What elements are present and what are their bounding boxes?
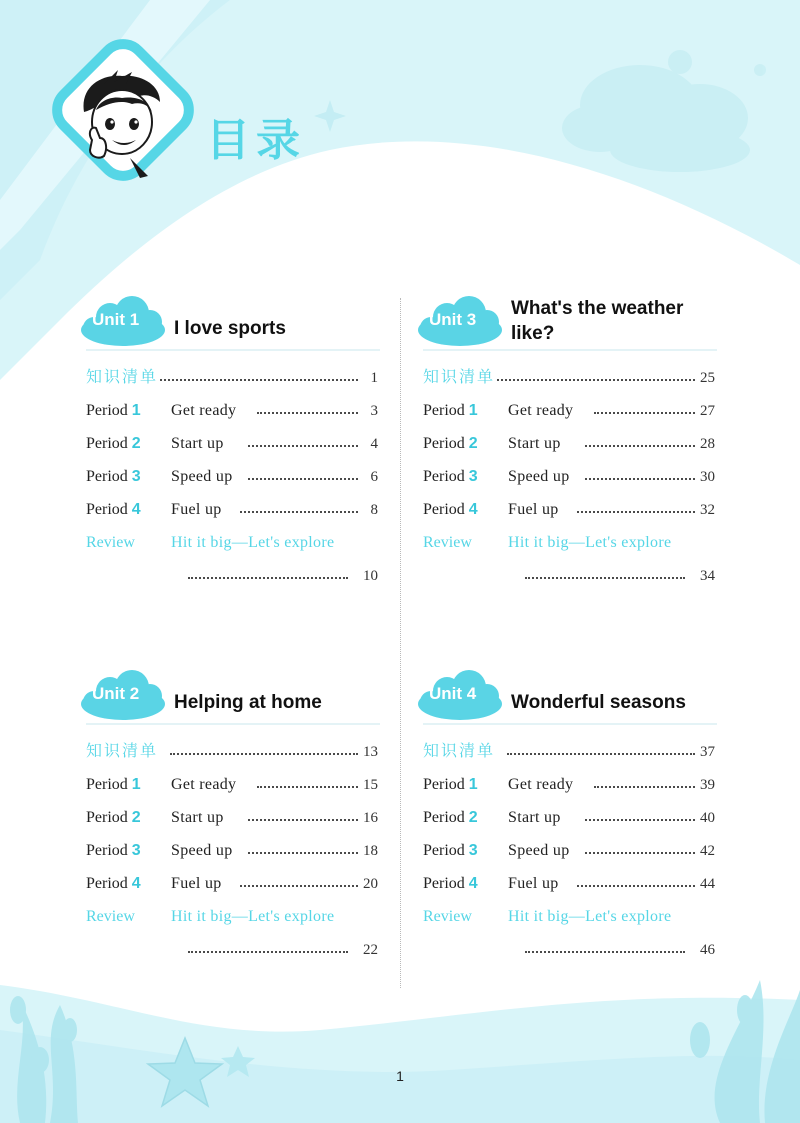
dot-leader	[240, 885, 358, 887]
page-ref: 10	[363, 568, 378, 584]
unit-title	[174, 690, 322, 715]
unit-title	[511, 690, 686, 715]
toc-row-period[interactable]	[86, 402, 378, 435]
toc-row-knowledge[interactable]	[423, 743, 715, 776]
knowledge-label: 知识清单	[86, 369, 159, 386]
review-label: Review	[423, 908, 472, 925]
page-ref: 25	[700, 370, 715, 386]
period-word: Period	[423, 501, 469, 518]
page-ref: 39	[700, 777, 715, 793]
period-label	[423, 402, 478, 420]
period-word: Period	[86, 875, 132, 892]
period-label	[86, 468, 141, 486]
period-label	[86, 501, 141, 519]
toc-row-period[interactable]	[423, 435, 715, 468]
dot-leader	[188, 577, 348, 579]
review-name: Hit it big—Let's explore	[171, 908, 335, 925]
period-number: 1	[131, 402, 141, 419]
dot-leader	[160, 379, 358, 381]
period-name: Get ready	[171, 402, 237, 419]
dot-leader	[170, 753, 358, 755]
period-name: Speed up	[508, 842, 570, 859]
period-name: Start up	[171, 809, 224, 826]
header-underline	[423, 349, 717, 351]
period-word: Period	[86, 809, 132, 826]
unit-header	[423, 296, 723, 358]
dot-leader	[248, 478, 358, 480]
page-ref: 3	[370, 403, 378, 419]
toc-row-period[interactable]	[423, 501, 715, 534]
page-ref: 13	[363, 744, 378, 760]
period-word: Period	[423, 468, 469, 485]
toc-row-review-page[interactable]	[86, 941, 378, 974]
page-ref: 44	[700, 876, 715, 892]
unit-title-line: Helping at home	[174, 692, 322, 713]
period-word: Period	[86, 435, 132, 452]
unit-badge-label: Unit 4	[429, 684, 477, 703]
dot-leader	[577, 511, 695, 513]
knowledge-label: 知识清单	[86, 743, 159, 760]
period-name: Fuel up	[508, 501, 559, 518]
unit-header	[423, 670, 723, 732]
toc-row-review-page[interactable]	[423, 941, 715, 974]
dot-leader	[188, 951, 348, 953]
page-ref: 37	[700, 744, 715, 760]
dot-leader	[257, 786, 358, 788]
toc-row-knowledge[interactable]	[423, 369, 715, 402]
unit-badge	[80, 667, 166, 730]
period-word: Period	[86, 501, 132, 518]
period-word: Period	[423, 435, 469, 452]
dot-leader	[525, 951, 685, 953]
toc-row-period[interactable]	[86, 809, 378, 842]
page-number: 1	[396, 1068, 404, 1084]
unit-title	[511, 296, 683, 346]
period-label	[86, 842, 141, 860]
period-number: 1	[468, 776, 478, 793]
toc-row-period[interactable]	[423, 468, 715, 501]
period-number: 3	[468, 468, 478, 485]
unit-header	[86, 670, 386, 732]
page-ref: 20	[363, 876, 378, 892]
knowledge-label: 知识清单	[423, 743, 496, 760]
period-word: Period	[423, 776, 469, 793]
period-word: Period	[86, 402, 132, 419]
period-name: Get ready	[508, 776, 574, 793]
period-word: Period	[423, 842, 469, 859]
dot-leader	[594, 412, 695, 414]
period-name: Speed up	[171, 468, 233, 485]
toc-rows	[86, 743, 378, 974]
page-ref: 46	[700, 942, 715, 958]
review-label: Review	[423, 534, 472, 551]
period-label	[423, 842, 478, 860]
toc-row-review[interactable]	[86, 908, 378, 941]
period-name: Start up	[508, 809, 561, 826]
page-ref: 6	[370, 469, 378, 485]
page-ref: 40	[700, 810, 715, 826]
period-label	[86, 875, 141, 893]
dot-leader	[585, 819, 695, 821]
unit-block-3	[423, 296, 723, 584]
page-ref: 1	[370, 370, 378, 386]
period-label	[423, 435, 478, 453]
period-number: 4	[468, 501, 478, 518]
toc-row-period[interactable]	[86, 435, 378, 468]
period-number: 3	[468, 842, 478, 859]
period-name: Start up	[171, 435, 224, 452]
dot-leader	[577, 885, 695, 887]
dot-leader	[525, 577, 685, 579]
period-name: Fuel up	[171, 875, 222, 892]
toc-row-period[interactable]	[86, 501, 378, 534]
toc-row-period[interactable]	[86, 842, 378, 875]
unit-title-line: I love sports	[174, 318, 286, 339]
period-label	[423, 776, 478, 794]
period-name: Fuel up	[508, 875, 559, 892]
review-name: Hit it big—Let's explore	[171, 534, 335, 551]
review-label: Review	[86, 534, 135, 551]
period-word: Period	[423, 809, 469, 826]
toc-row-period[interactable]	[86, 776, 378, 809]
toc-row-knowledge[interactable]	[86, 369, 378, 402]
toc-row-period[interactable]	[86, 875, 378, 908]
unit-badge-label: Unit 3	[429, 310, 477, 329]
page-ref: 30	[700, 469, 715, 485]
period-number: 2	[468, 809, 478, 826]
period-number: 3	[131, 468, 141, 485]
page-ref: 27	[700, 403, 715, 419]
dot-leader	[585, 445, 695, 447]
dot-leader	[585, 478, 695, 480]
period-name: Fuel up	[171, 501, 222, 518]
unit-badge-label: Unit 1	[92, 310, 140, 329]
page-ref: 8	[370, 502, 378, 518]
knowledge-label: 知识清单	[423, 369, 496, 386]
review-name: Hit it big—Let's explore	[508, 908, 672, 925]
toc-row-period[interactable]	[423, 875, 715, 908]
toc-row-period[interactable]	[86, 468, 378, 501]
period-number: 4	[468, 875, 478, 892]
dot-leader	[497, 379, 695, 381]
review-name: Hit it big—Let's explore	[508, 534, 672, 551]
period-label	[423, 875, 478, 893]
period-label	[423, 468, 478, 486]
page-ref: 42	[700, 843, 715, 859]
toc-row-review[interactable]	[423, 534, 715, 567]
header-underline	[423, 723, 717, 725]
review-label: Review	[86, 908, 135, 925]
page-ref: 34	[700, 568, 715, 584]
unit-badge	[417, 293, 503, 356]
page-ref: 18	[363, 843, 378, 859]
period-number: 4	[131, 501, 141, 518]
period-label	[86, 402, 141, 420]
toc-row-period[interactable]	[423, 776, 715, 809]
dot-leader	[585, 852, 695, 854]
unit-header	[86, 296, 386, 358]
page-ref: 32	[700, 502, 715, 518]
period-name: Get ready	[171, 776, 237, 793]
page-title: 目录	[206, 115, 306, 166]
dot-leader	[248, 445, 358, 447]
period-word: Period	[86, 842, 132, 859]
unit-block-2	[86, 670, 386, 958]
toc-row-period[interactable]	[423, 842, 715, 875]
dot-leader	[594, 786, 695, 788]
unit-badge-label: Unit 2	[92, 684, 140, 703]
period-number: 1	[468, 402, 478, 419]
page-ref: 4	[370, 436, 378, 452]
dot-leader	[257, 412, 358, 414]
dot-leader	[248, 819, 358, 821]
page-ref: 16	[363, 810, 378, 826]
period-word: Period	[86, 776, 132, 793]
period-name: Speed up	[171, 842, 233, 859]
period-number: 2	[131, 809, 141, 826]
unit-title-line: What's the weather	[511, 298, 684, 319]
unit-title-line: like?	[511, 323, 555, 344]
toc-rows	[86, 369, 378, 600]
toc-row-review-page[interactable]	[423, 567, 715, 600]
page-ref: 22	[363, 942, 378, 958]
unit-badge	[80, 293, 166, 356]
toc-rows	[423, 369, 715, 600]
period-word: Period	[86, 468, 132, 485]
unit-title	[174, 316, 286, 341]
toc-row-review[interactable]	[423, 908, 715, 941]
period-number: 2	[468, 435, 478, 452]
toc-row-knowledge[interactable]	[86, 743, 378, 776]
period-word: Period	[423, 402, 469, 419]
period-word: Period	[423, 875, 469, 892]
unit-badge	[417, 667, 503, 730]
toc-row-review-page[interactable]	[86, 567, 378, 600]
period-number: 1	[131, 776, 141, 793]
column-divider	[400, 298, 401, 988]
toc-row-period[interactable]	[423, 809, 715, 842]
dot-leader	[240, 511, 358, 513]
period-number: 3	[131, 842, 141, 859]
dot-leader	[507, 753, 695, 755]
page-ref: 28	[700, 436, 715, 452]
toc-row-review[interactable]	[86, 534, 378, 567]
period-number: 4	[131, 875, 141, 892]
unit-block-4	[423, 670, 723, 958]
period-number: 2	[131, 435, 141, 452]
toc-rows	[423, 743, 715, 974]
period-label	[86, 435, 141, 453]
period-name: Start up	[508, 435, 561, 452]
period-name: Get ready	[508, 402, 574, 419]
period-label	[86, 776, 141, 794]
period-label	[423, 501, 478, 519]
period-label	[423, 809, 478, 827]
unit-title-line: Wonderful seasons	[511, 692, 686, 713]
header-underline	[86, 723, 380, 725]
toc-row-period[interactable]	[423, 402, 715, 435]
period-name: Speed up	[508, 468, 570, 485]
dot-leader	[248, 852, 358, 854]
page-ref: 15	[363, 777, 378, 793]
unit-block-1	[86, 296, 386, 584]
period-label	[86, 809, 141, 827]
header-underline	[86, 349, 380, 351]
